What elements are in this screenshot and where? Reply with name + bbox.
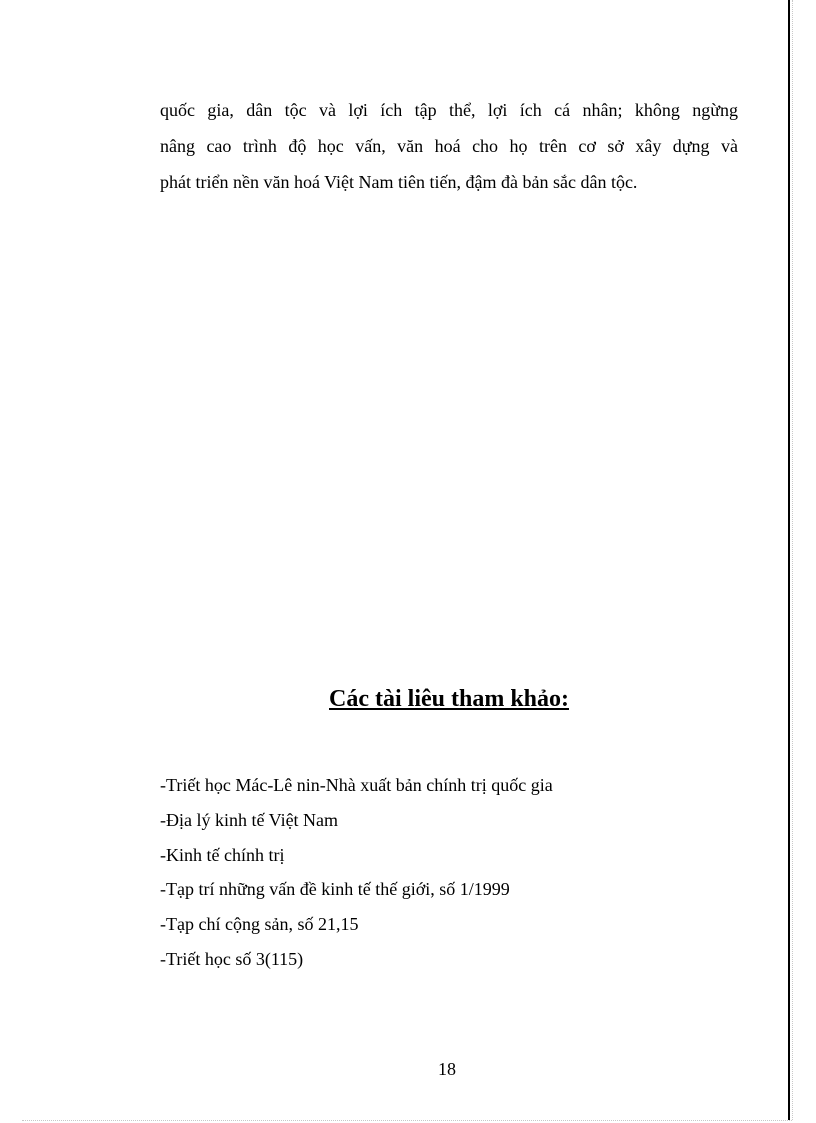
references-heading: Các tài liêu tham khảo: [329, 686, 569, 712]
references-list [160, 768, 553, 977]
body-paragraph [160, 92, 738, 200]
reference-item: -Kinh tế chính trị [160, 844, 285, 865]
page-right-border [788, 0, 790, 1120]
page-bottom-guide [22, 1120, 792, 1121]
page-number: 18 [438, 1059, 456, 1079]
body-line: nâng cao trình độ học vấn, văn hoá cho họ trên cơ sở xây dựng và [160, 136, 738, 156]
reference-item: -Địa lý kinh tế Việt Nam [160, 809, 339, 830]
reference-item: -Triết học số 3(115) [160, 948, 304, 969]
page-right-guide [792, 0, 793, 1120]
reference-item: -Triết học Mác-Lê nin-Nhà xuất bản chính trị quốc gia [160, 775, 553, 795]
body-line: phát triển nền văn hoá Việt Nam tiên tiến, đậm đà bản sắc dân tộc. [160, 172, 638, 192]
reference-item: -Tạp trí những vấn đề kinh tế thế giới, số 1/1999 [160, 879, 510, 900]
body-line: quốc gia, dân tộc và lợi ích tập thể, lợi ích cá nhân; không ngừng [160, 100, 738, 120]
reference-item: -Tạp chí cộng sản, số 21,15 [160, 914, 359, 935]
